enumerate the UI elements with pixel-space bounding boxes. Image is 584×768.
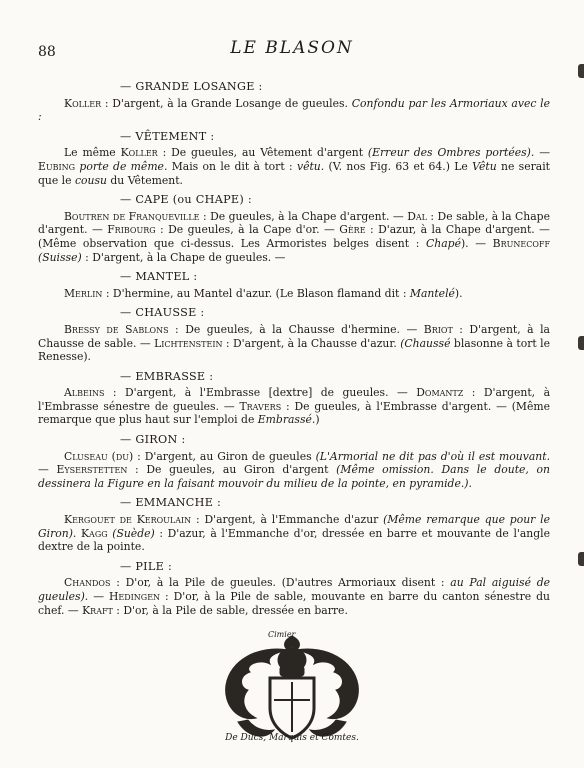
section-title: — EMBRASSE :: [120, 369, 214, 383]
text-run: : D'argent, à l'Embrasse sénestre de gueules. —: [38, 386, 551, 413]
armorial-name: Kagg: [80, 526, 108, 540]
text-run: : D'argent, à la Grande Losange de gueules.: [101, 96, 352, 110]
text-run: : D'or, à la Pile de gueules. (D'autres Armoriaux disent :: [110, 576, 451, 590]
section-title: — CHAUSSE :: [120, 306, 205, 320]
text-run: : D'or, à la Pile de sable, dressée en barre.: [112, 603, 348, 617]
text-run: Confondu par les Armoriaux avec le :: [38, 96, 550, 124]
text-run: —: [38, 463, 57, 477]
text-run: : De gueules, au Vêtement d'argent: [157, 146, 368, 160]
running-head: LE BLASON: [230, 38, 354, 58]
armorial-name: Cluseau (du): [64, 449, 134, 463]
text-run: ). —: [460, 236, 493, 250]
armorial-name: Koller: [120, 146, 158, 160]
text-run: : D'argent, à l'Emmanche d'azur: [191, 513, 384, 527]
armorial-name: Kergouet de Keroulain: [64, 513, 192, 527]
text-run: : De gueules, à la Cape d'or. —: [155, 223, 340, 237]
text-run: : De gueules, à la Chape d'argent. —: [199, 209, 408, 223]
text-run: : De gueules, au Giron d'argent: [127, 463, 337, 477]
armorial-name: Hedingen: [108, 590, 161, 603]
armorial-name: Kraft: [82, 603, 113, 617]
armorial-name: Lichtenstein: [154, 336, 223, 350]
section-title: — CAPE (ou CHAPE) :: [120, 193, 252, 207]
armorial-name: Fribourg: [107, 223, 156, 237]
text-run: : D'or, à la Pile de sable, mouvante en barre du canton sénestre du chef. —: [38, 590, 550, 617]
text-run: : D'argent, à la Chausse de sable. —: [38, 322, 550, 350]
armorial-name: Dal: [407, 209, 427, 223]
edge-mark: [578, 552, 584, 566]
text-run: (Suisse): [38, 250, 82, 264]
armorial-name: Briot: [423, 322, 453, 336]
section-body: [38, 450, 550, 491]
text-run: porte de même.: [79, 159, 168, 173]
heraldic-vignette-icon: [218, 630, 366, 748]
section-title: — PILE :: [120, 559, 173, 573]
text-run: ).: [454, 286, 463, 300]
text-run: (Erreur des Ombres portées).: [367, 146, 535, 160]
section-title: — VÊTEMENT :: [120, 129, 215, 143]
section-body: [38, 513, 550, 554]
armorial-name: Domantz: [416, 386, 464, 400]
text-run: Chapé: [426, 236, 461, 250]
section-body: [38, 323, 550, 364]
armorial-name: Brunecoff: [492, 236, 550, 250]
text-run: : D'argent, à l'Embrasse [dextre] de gueules. —: [104, 386, 417, 400]
text-run: Vêtu: [472, 159, 497, 173]
text-run: ): [315, 413, 320, 427]
vignette-caption: De Ducs, Marquis et Comtes.: [225, 733, 359, 743]
text-run: ne serait que le: [38, 159, 550, 187]
text-run: : D'argent, à la Chape de gueules. —: [81, 250, 286, 264]
text-run: (Même omission. Dans le doute, on dessinera la Figure en la faisant mouvoir du milieu de la pointe, en pyramide.).: [38, 463, 551, 490]
section-body: [38, 146, 550, 187]
text-run: : D'argent, au Giron de gueules: [133, 449, 316, 463]
text-run: (V. nos Fig. 63 et 64.) Le: [324, 159, 473, 173]
text-run: : D'hermine, au Mantel d'azur. (Le Blason flamand dit :: [102, 286, 410, 300]
text-run: : D'azur, à la Chape d'argent. — (Même observation que ci-dessus. Les Armoristes belges disent :: [38, 223, 550, 250]
section-body: [38, 386, 550, 427]
edge-mark: [578, 64, 584, 78]
armorial-name: Albeins: [64, 386, 105, 400]
text-run: : De gueules, à la Chausse d'hermine. —: [168, 322, 424, 336]
text-run: —: [534, 146, 550, 160]
vignette-label: Cimier: [268, 630, 296, 639]
text-run: : De gueules, à l'Embrasse d'argent. — (Même remarque que plus haut sur l'emploi de: [38, 399, 550, 427]
text-run: : D'argent, à la Chausse d'azur.: [222, 336, 401, 350]
text-run: cousu: [74, 173, 107, 187]
armorial-name: Eyserstetten: [56, 463, 128, 477]
text-run: vêtu.: [296, 159, 325, 173]
section-title: — GRANDE LOSANGE :: [120, 80, 263, 93]
section-body: [38, 287, 550, 301]
text-run: Embrassé.: [257, 413, 316, 427]
page-content: [38, 78, 550, 623]
text-run: : De sable, à la Chape d'argent. —: [38, 209, 550, 237]
text-run: au Pal aiguisé de gueules).: [38, 576, 550, 603]
armorial-name: Chandos: [64, 576, 111, 590]
armorial-name: Gère: [339, 223, 366, 237]
text-run: du Vêtement.: [106, 173, 183, 187]
section-body: [38, 97, 550, 124]
page-number: 88: [38, 44, 56, 60]
text-run: —: [88, 590, 109, 603]
armorial-name: Koller: [64, 96, 102, 110]
armorial-name: Travers: [239, 399, 282, 413]
text-run: blasonne à tort le Renesse).: [38, 336, 550, 364]
text-run: Le même: [64, 146, 121, 160]
text-run: : D'azur, à l'Emmanche d'or, dressée en barre et mouvante de l'angle dextre de la pointe.: [38, 526, 551, 554]
armorial-name: Merlin: [64, 286, 103, 300]
edge-mark: [578, 336, 584, 350]
armorial-name: Boutren de Franqueville: [64, 209, 200, 223]
section-body: [38, 576, 550, 617]
text-run: (Chaussé: [400, 336, 451, 350]
section-title: — GIRON :: [120, 433, 186, 447]
section-title: — MANTEL :: [120, 270, 198, 284]
text-run: (L'Armorial ne dit pas d'où il est mouvant.: [315, 449, 551, 463]
armorial-name: Bressy de Sablons: [64, 322, 169, 336]
armorial-name: Eubing: [38, 159, 76, 173]
section-body: [38, 210, 550, 264]
text-run: (Même remarque que pour le Giron).: [38, 513, 550, 540]
text-run: (Suède): [112, 526, 155, 540]
text-run: Mantelé: [409, 286, 455, 300]
section-title: — EMMANCHE :: [120, 496, 222, 510]
text-run: Mais on le dit à tort :: [167, 159, 297, 173]
